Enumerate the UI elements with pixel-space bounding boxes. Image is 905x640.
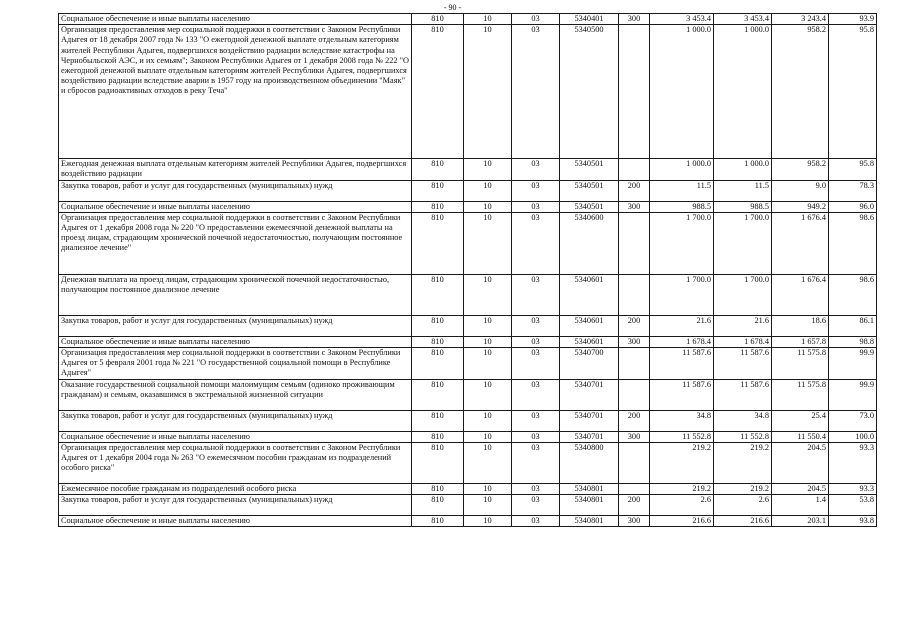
ministry-code-cell: 810: [412, 483, 464, 494]
planned-amount-cell: 1 000.0: [714, 159, 772, 180]
executed-amount-cell: 3 243.4: [772, 14, 829, 25]
ministry-code-cell: 810: [412, 212, 464, 274]
execution-percent-cell: 100.0: [829, 431, 877, 442]
executed-amount-cell: 11 575.8: [772, 379, 829, 410]
executed-amount-cell: 1 676.4: [772, 212, 829, 274]
planned-amount-cell: 1 678.4: [714, 336, 772, 347]
target-article-cell: 5340701: [560, 431, 619, 442]
expense-type-cell: [619, 25, 650, 159]
ministry-code-cell: 810: [412, 495, 464, 516]
subsection-code-cell: 03: [512, 442, 560, 483]
ministry-code-cell: 810: [412, 516, 464, 527]
executed-amount-cell: 958.2: [772, 25, 829, 159]
approved-amount-cell: 11 587.6: [650, 348, 714, 380]
section-code-cell: 10: [464, 201, 512, 212]
execution-percent-cell: 98.8: [829, 336, 877, 347]
row-name-cell: Социальное обеспечение и иные выплаты населению: [59, 14, 412, 25]
subsection-code-cell: 03: [512, 25, 560, 159]
expense-type-cell: 200: [619, 315, 650, 336]
target-article-cell: 5340701: [560, 379, 619, 410]
subsection-code-cell: 03: [512, 495, 560, 516]
table-row: [59, 410, 877, 431]
executed-amount-cell: 1 676.4: [772, 274, 829, 315]
ministry-code-cell: 810: [412, 379, 464, 410]
table-row: [59, 431, 877, 442]
subsection-code-cell: 03: [512, 516, 560, 527]
row-name-cell: Организация предоставления мер социальной поддержки в соответствии с Законом Республики Адыгея от 5 февраля 2001 года № 221 "О государственной социальной помощи в Республике Адыгея": [59, 348, 412, 380]
subsection-code-cell: 03: [512, 159, 560, 180]
approved-amount-cell: 219.2: [650, 442, 714, 483]
execution-percent-cell: 78.3: [829, 180, 877, 201]
subsection-code-cell: 03: [512, 212, 560, 274]
executed-amount-cell: 958.2: [772, 159, 829, 180]
approved-amount-cell: 3 453.4: [650, 14, 714, 25]
subsection-code-cell: 03: [512, 180, 560, 201]
target-article-cell: 5340501: [560, 159, 619, 180]
table-row: [59, 315, 877, 336]
target-article-cell: 5340800: [560, 442, 619, 483]
executed-amount-cell: 11 575.8: [772, 348, 829, 380]
subsection-code-cell: 03: [512, 201, 560, 212]
row-name-cell: Социальное обеспечение и иные выплаты населению: [59, 516, 412, 527]
expense-type-cell: 300: [619, 14, 650, 25]
approved-amount-cell: 1 700.0: [650, 274, 714, 315]
expense-type-cell: 300: [619, 201, 650, 212]
target-article-cell: 5340401: [560, 14, 619, 25]
row-name-cell: Ежегодная денежная выплата отдельным категориям жителей Республики Адыгея, подвергшихся воздействию радиации: [59, 159, 412, 180]
approved-amount-cell: 2.6: [650, 495, 714, 516]
ministry-code-cell: 810: [412, 410, 464, 431]
planned-amount-cell: 1 700.0: [714, 274, 772, 315]
executed-amount-cell: 204.5: [772, 442, 829, 483]
target-article-cell: 5340801: [560, 516, 619, 527]
planned-amount-cell: 11 587.6: [714, 348, 772, 380]
expense-type-cell: 200: [619, 410, 650, 431]
expense-type-cell: 300: [619, 431, 650, 442]
ministry-code-cell: 810: [412, 442, 464, 483]
execution-percent-cell: 95.8: [829, 25, 877, 159]
expense-type-cell: [619, 483, 650, 494]
execution-percent-cell: 93.3: [829, 442, 877, 483]
subsection-code-cell: 03: [512, 379, 560, 410]
target-article-cell: 5340700: [560, 348, 619, 380]
planned-amount-cell: 219.2: [714, 442, 772, 483]
expense-type-cell: [619, 274, 650, 315]
ministry-code-cell: 810: [412, 201, 464, 212]
execution-percent-cell: 95.8: [829, 159, 877, 180]
section-code-cell: 10: [464, 410, 512, 431]
approved-amount-cell: 34.8: [650, 410, 714, 431]
approved-amount-cell: 11 587.6: [650, 379, 714, 410]
table-row: [59, 14, 877, 25]
approved-amount-cell: 988.5: [650, 201, 714, 212]
execution-percent-cell: 86.1: [829, 315, 877, 336]
planned-amount-cell: 21.6: [714, 315, 772, 336]
table-row: [59, 442, 877, 483]
row-name-cell: Организация предоставления мер социальной поддержки в соответствии с Законом Республики Адыгея от 1 декабря 2004 года № 263 "О ежемесячном пособии гражданам из подразделений особого риска": [59, 442, 412, 483]
row-name-cell: Социальное обеспечение и иные выплаты населению: [59, 201, 412, 212]
subsection-code-cell: 03: [512, 336, 560, 347]
target-article-cell: 5340701: [560, 410, 619, 431]
expense-type-cell: [619, 379, 650, 410]
planned-amount-cell: 11 587.6: [714, 379, 772, 410]
subsection-code-cell: 03: [512, 348, 560, 380]
execution-percent-cell: 93.9: [829, 14, 877, 25]
executed-amount-cell: 1 657.8: [772, 336, 829, 347]
approved-amount-cell: 1 700.0: [650, 212, 714, 274]
executed-amount-cell: 1.4: [772, 495, 829, 516]
row-name-cell: Закупка товаров, работ и услуг для государственных (муниципальных) нужд: [59, 495, 412, 516]
subsection-code-cell: 03: [512, 274, 560, 315]
table-row: [59, 348, 877, 380]
ministry-code-cell: 810: [412, 348, 464, 380]
expense-type-cell: [619, 442, 650, 483]
target-article-cell: 5340601: [560, 274, 619, 315]
expense-type-cell: 300: [619, 336, 650, 347]
planned-amount-cell: 1 700.0: [714, 212, 772, 274]
planned-amount-cell: 34.8: [714, 410, 772, 431]
section-code-cell: 10: [464, 442, 512, 483]
execution-percent-cell: 93.8: [829, 516, 877, 527]
ministry-code-cell: 810: [412, 180, 464, 201]
execution-percent-cell: 98.6: [829, 212, 877, 274]
executed-amount-cell: 18.6: [772, 315, 829, 336]
budget-table: [58, 13, 877, 527]
table-row: [59, 201, 877, 212]
execution-percent-cell: 98.6: [829, 274, 877, 315]
section-code-cell: 10: [464, 379, 512, 410]
executed-amount-cell: 9.0: [772, 180, 829, 201]
executed-amount-cell: 204.5: [772, 483, 829, 494]
executed-amount-cell: 25.4: [772, 410, 829, 431]
planned-amount-cell: 988.5: [714, 201, 772, 212]
subsection-code-cell: 03: [512, 14, 560, 25]
planned-amount-cell: 219.2: [714, 483, 772, 494]
row-name-cell: Ежемесячное пособие гражданам из подразделений особого риска: [59, 483, 412, 494]
planned-amount-cell: 2.6: [714, 495, 772, 516]
target-article-cell: 5340601: [560, 336, 619, 347]
approved-amount-cell: 11.5: [650, 180, 714, 201]
section-code-cell: 10: [464, 336, 512, 347]
approved-amount-cell: 219.2: [650, 483, 714, 494]
expense-type-cell: 200: [619, 495, 650, 516]
expense-type-cell: [619, 348, 650, 380]
approved-amount-cell: 1 000.0: [650, 159, 714, 180]
table-row: [59, 483, 877, 494]
ministry-code-cell: 810: [412, 159, 464, 180]
approved-amount-cell: 1 678.4: [650, 336, 714, 347]
subsection-code-cell: 03: [512, 431, 560, 442]
row-name-cell: Закупка товаров, работ и услуг для государственных (муниципальных) нужд: [59, 180, 412, 201]
section-code-cell: 10: [464, 483, 512, 494]
approved-amount-cell: 1 000.0: [650, 25, 714, 159]
ministry-code-cell: 810: [412, 25, 464, 159]
table-row: [59, 379, 877, 410]
approved-amount-cell: 216.6: [650, 516, 714, 527]
subsection-code-cell: 03: [512, 483, 560, 494]
expense-type-cell: 300: [619, 516, 650, 527]
execution-percent-cell: 73.0: [829, 410, 877, 431]
row-name-cell: Закупка товаров, работ и услуг для государственных (муниципальных) нужд: [59, 410, 412, 431]
ministry-code-cell: 810: [412, 274, 464, 315]
planned-amount-cell: 3 453.4: [714, 14, 772, 25]
row-name-cell: Социальное обеспечение и иные выплаты населению: [59, 431, 412, 442]
table-row: [59, 159, 877, 180]
row-name-cell: Закупка товаров, работ и услуг для государственных (муниципальных) нужд: [59, 315, 412, 336]
table-row: [59, 180, 877, 201]
ministry-code-cell: 810: [412, 315, 464, 336]
target-article-cell: 5340601: [560, 315, 619, 336]
target-article-cell: 5340500: [560, 25, 619, 159]
section-code-cell: 10: [464, 180, 512, 201]
planned-amount-cell: 11.5: [714, 180, 772, 201]
table-row: [59, 516, 877, 527]
planned-amount-cell: 216.6: [714, 516, 772, 527]
execution-percent-cell: 99.9: [829, 348, 877, 380]
execution-percent-cell: 53.8: [829, 495, 877, 516]
section-code-cell: 10: [464, 159, 512, 180]
row-name-cell: Социальное обеспечение и иные выплаты населению: [59, 336, 412, 347]
table-row: [59, 212, 877, 274]
table-row: [59, 336, 877, 347]
target-article-cell: 5340501: [560, 180, 619, 201]
table-body: [59, 14, 877, 527]
target-article-cell: 5340801: [560, 483, 619, 494]
table-row: [59, 495, 877, 516]
target-article-cell: 5340501: [560, 201, 619, 212]
expense-type-cell: 200: [619, 180, 650, 201]
table-row: [59, 25, 877, 159]
row-name-cell: Организация предоставления мер социальной поддержки в соответствии с Законом Республики Адыгея от 1 декабря 2008 года № 220 "О предоставлении ежемесячной денежной выплаты на проезд лицам, страдающим хронической почечной недостаточностью, получающим постоянное диализное лечение": [59, 212, 412, 274]
ministry-code-cell: 810: [412, 336, 464, 347]
section-code-cell: 10: [464, 315, 512, 336]
executed-amount-cell: 11 550.4: [772, 431, 829, 442]
row-name-cell: Денежная выплата на проезд лицам, страдающим хронической почечной недостаточностью, получающим постоянное диализное лечение: [59, 274, 412, 315]
subsection-code-cell: 03: [512, 315, 560, 336]
row-name-cell: Оказание государственной социальной помощи малоимущим семьям (одиноко проживающим гражданам) и семьям, оказавшимся в экстремальной жизненной ситуации: [59, 379, 412, 410]
ministry-code-cell: 810: [412, 431, 464, 442]
expense-type-cell: [619, 212, 650, 274]
target-article-cell: 5340600: [560, 212, 619, 274]
execution-percent-cell: 99.9: [829, 379, 877, 410]
section-code-cell: 10: [464, 516, 512, 527]
executed-amount-cell: 949.2: [772, 201, 829, 212]
planned-amount-cell: 1 000.0: [714, 25, 772, 159]
section-code-cell: 10: [464, 14, 512, 25]
planned-amount-cell: 11 552.8: [714, 431, 772, 442]
section-code-cell: 10: [464, 431, 512, 442]
executed-amount-cell: 203.1: [772, 516, 829, 527]
execution-percent-cell: 96.0: [829, 201, 877, 212]
table-row: [59, 274, 877, 315]
section-code-cell: 10: [464, 274, 512, 315]
approved-amount-cell: 11 552.8: [650, 431, 714, 442]
section-code-cell: 10: [464, 212, 512, 274]
execution-percent-cell: 93.3: [829, 483, 877, 494]
approved-amount-cell: 21.6: [650, 315, 714, 336]
subsection-code-cell: 03: [512, 410, 560, 431]
row-name-cell: Организация предоставления мер социальной поддержки в соответствии с Законом Республики Адыгея от 18 декабря 2007 года № 133 "О ежегодной денежной выплате отдельным категориям жителей Республики Адыгея, подвергшихся воздействию радиации вследствие катастрофы на Чернобыльской АЭС, и их семьям"; Законом Республики Адыгея от 1 декабря 2008 года № 222 "О ежегодной денежной выплате отдельным категориям жителей Республики Адыгея, подвергшихся воздействию радиации вследствие аварии в 1957 году на производственном объединении "Маяк" и сбросов радиоактивных отходов в реку Теча": [59, 25, 412, 159]
section-code-cell: 10: [464, 348, 512, 380]
ministry-code-cell: 810: [412, 14, 464, 25]
expense-type-cell: [619, 159, 650, 180]
section-code-cell: 10: [464, 25, 512, 159]
target-article-cell: 5340801: [560, 495, 619, 516]
section-code-cell: 10: [464, 495, 512, 516]
page-number: - 90 -: [443, 3, 462, 12]
